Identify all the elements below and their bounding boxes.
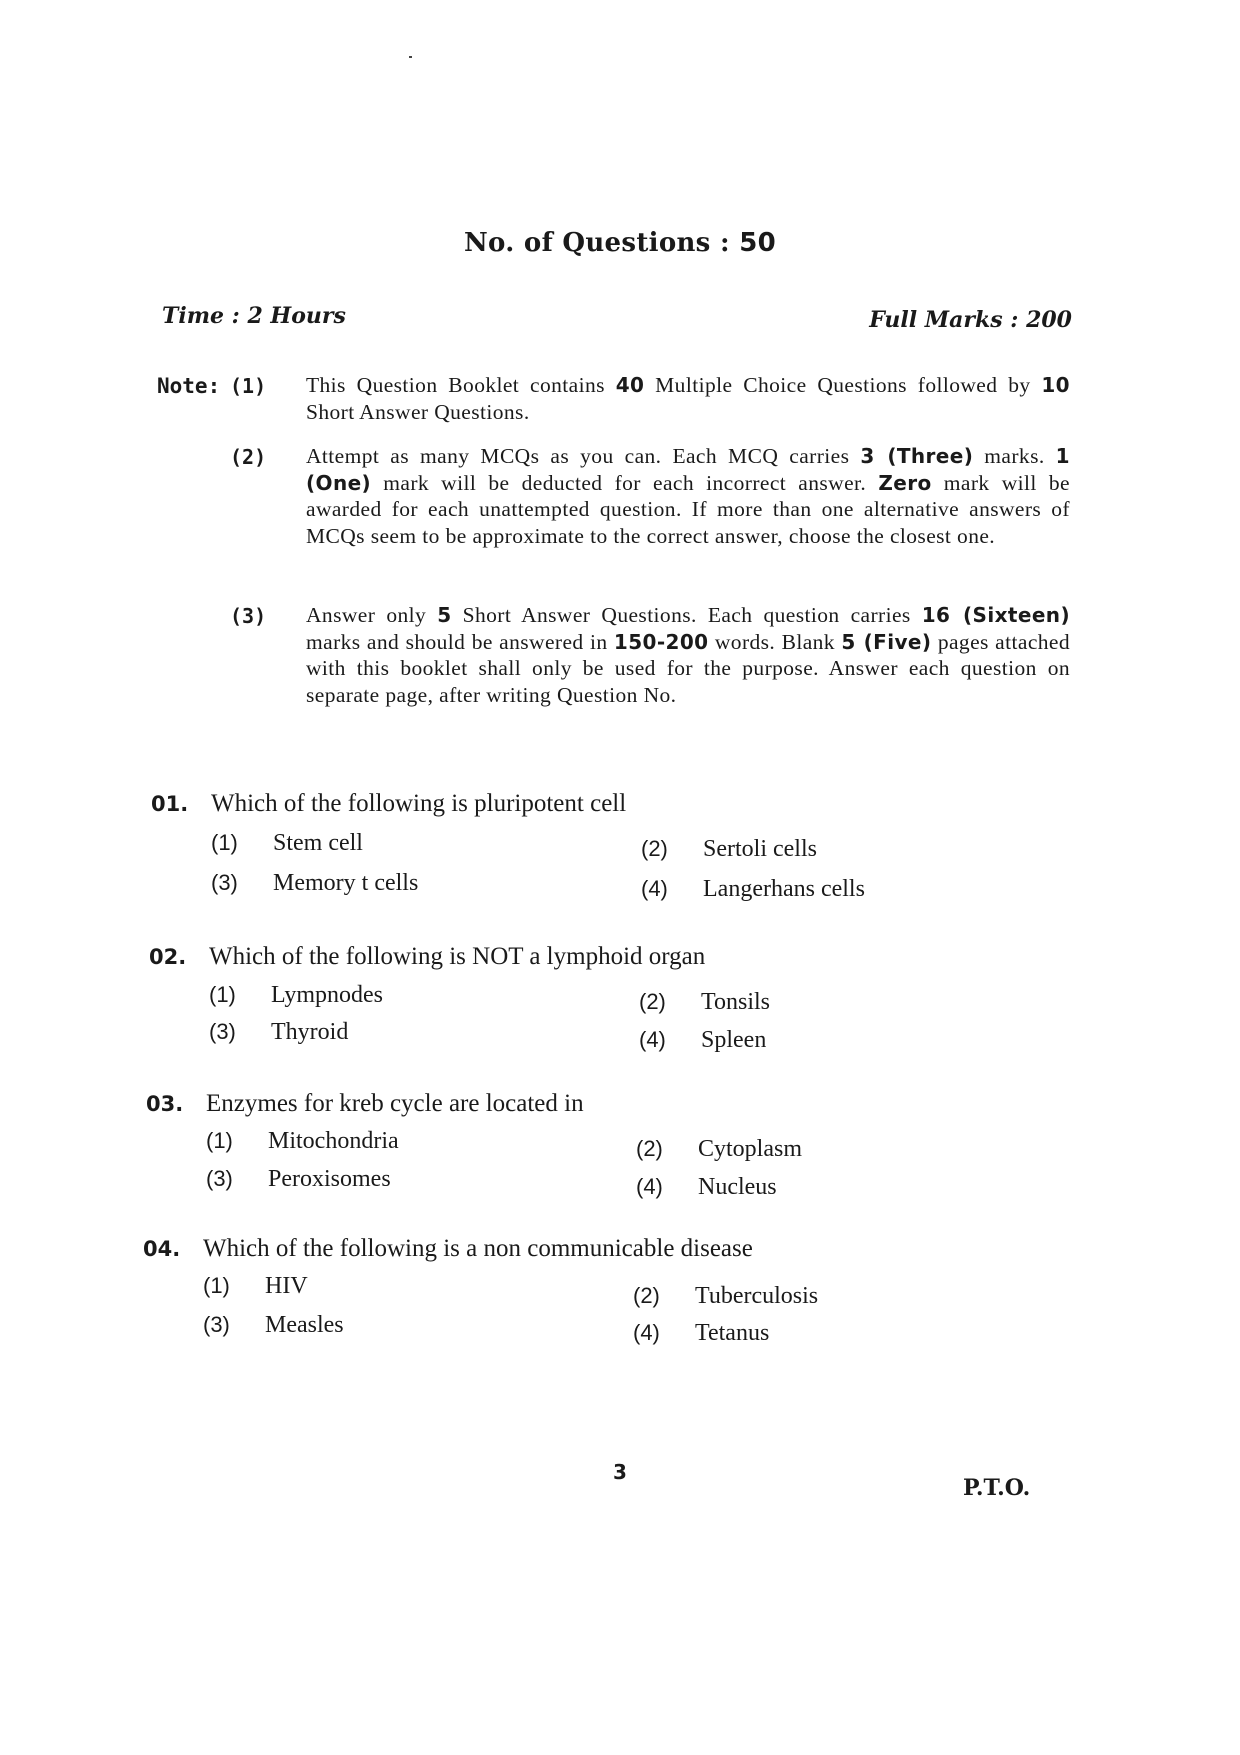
option-text: Mitochondria [268,1128,399,1154]
option-number: (1) [211,830,238,855]
answer-option [633,1283,818,1310]
option-text: Tetanus [695,1320,770,1346]
option-text: Tuberculosis [695,1283,819,1309]
note-emphasis: Zero [878,470,932,495]
questions-count-value: 50 [739,228,777,258]
question-text: Which of the following is NOT a lymphoid organ [209,943,706,970]
answer-option [206,1128,399,1155]
note-emphasis: 5 [437,603,452,627]
note-fragment: words. Blank [708,629,842,654]
answer-option [209,1019,348,1046]
answer-option [209,982,383,1009]
note-fragment: Answer only [306,603,438,627]
option-text: Tonsils [701,989,770,1015]
note-emphasis: 3 (Three) [860,444,974,468]
note-fragment: Short Answer Questions. [306,399,530,424]
option-text: Cytoplasm [698,1136,803,1162]
note-emphasis: 5 (Five) [841,629,932,654]
full-marks: Full Marks : 200 [869,307,1072,333]
option-number: (2) [639,989,666,1014]
option-number: (1) [203,1273,230,1298]
note-fragment: mark will be awarded for each unattempted question. If more than one alternative answers of MCQs seem to be approximate to the correct answer, choose the closest one. [306,470,1070,548]
option-number: (4) [641,876,668,901]
option-number: (4) [636,1174,663,1199]
option-number: (2) [633,1283,660,1308]
answer-option [636,1136,802,1163]
answer-option [641,876,865,903]
answer-option [639,989,770,1016]
option-number: (1) [209,982,236,1007]
time-allowed: Time : 2 Hours [162,303,346,329]
option-text: Lympnodes [271,982,383,1008]
page-title [0,228,1240,258]
option-text: Peroxisomes [268,1166,391,1192]
note-fragment: This Question Booklet contains [306,373,616,397]
option-number: (2) [641,836,668,861]
questions-count-label: No. of Questions : [463,228,730,258]
note-emphasis: 10 [1041,373,1070,397]
answer-option [211,830,363,857]
answer-option [636,1174,777,1201]
answer-option [211,870,418,897]
option-text: Memory t cells [273,870,419,896]
option-text: Thyroid [271,1019,349,1045]
option-number: (1) [206,1128,233,1153]
question-number: 03. [146,1092,184,1116]
option-text: Nucleus [698,1174,777,1200]
note-label: Note: [157,374,221,398]
option-text: Measles [265,1312,344,1338]
note-emphasis: 40 [615,373,645,397]
note-emphasis: 150-200 [613,629,709,654]
note-fragment: Attempt as many MCQs as you can. Each MCQ carries [306,444,861,468]
question-text: Which of the following is pluripotent cell [211,790,627,817]
note-fragment: pages attached with this booklet shall only be used for the purpose. Answer each question on separate page, after writing Question No. [306,629,1071,707]
answer-option [639,1027,766,1054]
note-emphasis: 16 (Sixteen) [921,603,1070,627]
note-fragment: mark will be deducted for each incorrect answer. [371,470,879,495]
note-text [306,602,1070,708]
note-fragment: marks and should be answered in [306,629,614,654]
note-fragment: Short Answer Questions. Each question carries [451,603,922,627]
question-number: 02. [149,945,187,969]
scan-speck [409,56,412,58]
answer-option [633,1320,769,1347]
answer-option [206,1166,391,1193]
option-number: (3) [211,870,238,895]
answer-option [203,1273,308,1300]
note-fragment: marks. [973,444,1056,468]
option-number: (3) [206,1166,233,1191]
question-text: Which of the following is a non communicable disease [203,1235,753,1262]
option-text: Sertoli cells [703,836,817,862]
note-fragment: Multiple Choice Questions followed by [644,373,1042,397]
note-number: (3) [230,604,267,628]
note-text [306,443,1070,549]
note-number: (2) [230,445,267,469]
option-number: (4) [639,1027,666,1052]
option-number: (2) [636,1136,663,1161]
note-number: (1) [230,374,267,398]
note-text [306,372,1070,425]
option-text: Spleen [701,1027,767,1053]
question-number: 04. [143,1237,181,1261]
option-text: HIV [265,1273,308,1299]
note-emphasis: 1 (One) [306,444,1070,495]
option-text: Langerhans cells [703,876,865,902]
option-number: (4) [633,1320,660,1345]
option-number: (3) [209,1019,236,1044]
option-text: Stem cell [273,830,363,856]
answer-option [641,836,817,863]
option-number: (3) [203,1312,230,1337]
question-text: Enzymes for kreb cycle are located in [206,1090,584,1117]
page-number: 3 [613,1460,627,1484]
answer-option [203,1312,344,1339]
please-turn-over: P.T.O. [963,1475,1031,1501]
question-number: 01. [151,792,189,816]
